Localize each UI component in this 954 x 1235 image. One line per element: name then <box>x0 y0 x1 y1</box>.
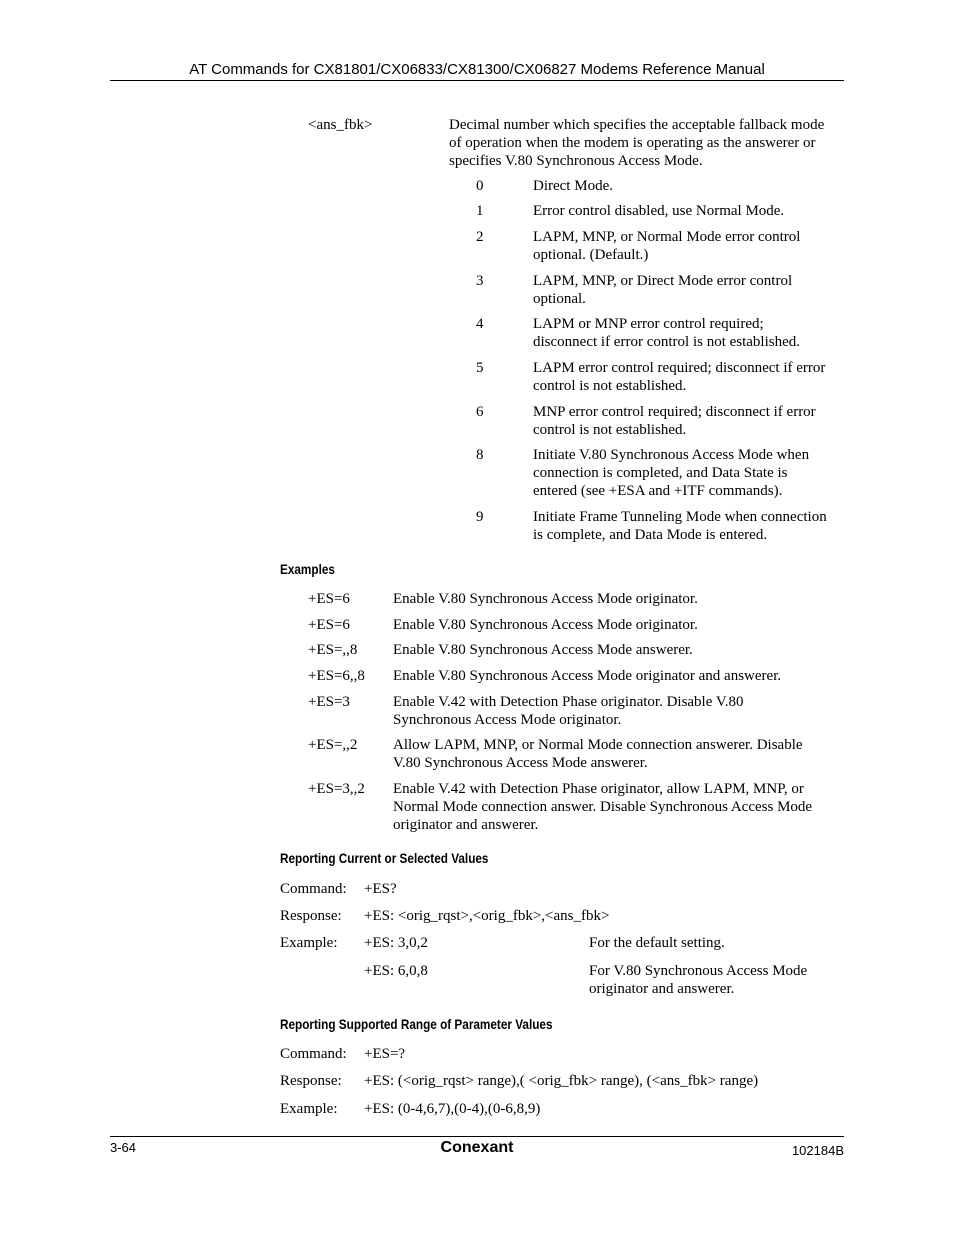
option-description-line: LAPM error control required; disconnect if error <box>533 360 826 376</box>
option-description-line: optional. <box>533 291 586 307</box>
option-description-line: Error control disabled, use Normal Mode. <box>533 203 785 219</box>
example-command: +ES=,,2 <box>308 737 358 753</box>
footer-rule <box>110 1136 844 1137</box>
supported-row-value: +ES: (0-4,6,7),(0-4),(0-6,8,9) <box>364 1101 541 1117</box>
option-description-line: Initiate Frame Tunneling Mode when connection <box>533 509 827 525</box>
option-description-line: MNP error control required; disconnect if error <box>533 404 816 420</box>
option-value: 5 <box>476 360 484 376</box>
example-description-line: Enable V.80 Synchronous Access Mode originator. <box>393 591 698 607</box>
page-number: 3-64 <box>110 1140 137 1155</box>
supported-row-label: Response: <box>280 1073 342 1089</box>
example-description-line: Enable V.80 Synchronous Access Mode originator. <box>393 617 698 633</box>
supported-row-label: Example: <box>280 1101 338 1117</box>
page-header-title: AT Commands for CX81801/CX06833/CX81300/CX06827 Modems Reference Manual <box>189 61 765 78</box>
option-description-line: Direct Mode. <box>533 178 613 194</box>
option-description-line: control is not established. <box>533 378 687 394</box>
option-description-line: is complete, and Data Mode is entered. <box>533 527 768 543</box>
current-row-value: +ES? <box>364 881 397 897</box>
example-command: +ES=6 <box>308 591 350 607</box>
option-description-line: LAPM, MNP, or Normal Mode error control <box>533 229 801 245</box>
supported-row-value: +ES=? <box>364 1046 406 1062</box>
example-command: +ES=3,,2 <box>308 781 365 797</box>
current-row-note-line: originator and answerer. <box>589 981 735 997</box>
example-description-line: Enable V.80 Synchronous Access Mode originator and answerer. <box>393 668 782 684</box>
supported-row-label: Command: <box>280 1046 347 1062</box>
option-value: 1 <box>476 203 484 219</box>
parameter-description-line: Decimal number which specifies the acceptable fallback mode <box>449 117 825 133</box>
example-description-line: originator and answerer. <box>393 817 539 833</box>
current-row-value: +ES: <orig_rqst>,<orig_fbk>,<ans_fbk> <box>364 908 610 924</box>
document-number: 102184B <box>791 1143 844 1158</box>
current-row-value: +ES: 6,0,8 <box>364 963 428 979</box>
current-row-label: Command: <box>280 881 347 897</box>
example-command: +ES=6,,8 <box>308 668 365 684</box>
supported-row-value: +ES: (<orig_rqst> range),( <orig_fbk> range), (<ans_fbk> range) <box>364 1073 759 1089</box>
example-command: +ES=3 <box>308 694 350 710</box>
option-description-line: entered (see +ESA and +ITF commands). <box>533 483 783 499</box>
section-heading-current-values: Reporting Current or Selected Values <box>280 850 489 866</box>
example-description-line: V.80 Synchronous Access Mode answerer. <box>393 755 648 771</box>
current-row-value: +ES: 3,0,2 <box>364 935 428 951</box>
option-value: 9 <box>476 509 484 525</box>
header-rule <box>110 80 844 81</box>
option-value: 0 <box>476 178 484 194</box>
option-description-line: disconnect if error control is not established. <box>533 334 801 350</box>
option-description-line: connection is completed, and Data State is <box>533 465 788 481</box>
section-heading-examples: Examples <box>280 561 335 577</box>
example-command: +ES=6 <box>308 617 350 633</box>
option-value: 6 <box>476 404 484 420</box>
parameter-description-line: specifies V.80 Synchronous Access Mode. <box>449 153 703 169</box>
current-row-note-line: For V.80 Synchronous Access Mode <box>589 963 808 979</box>
parameter-description-line: of operation when the modem is operating as the answerer or <box>449 135 816 151</box>
option-description-line: control is not established. <box>533 422 687 438</box>
option-description-line: optional. (Default.) <box>533 247 649 263</box>
option-value: 4 <box>476 316 484 332</box>
example-command: +ES=,,8 <box>308 642 358 658</box>
example-description-line: Enable V.80 Synchronous Access Mode answerer. <box>393 642 693 658</box>
option-description-line: Initiate V.80 Synchronous Access Mode when <box>533 447 810 463</box>
option-description-line: LAPM or MNP error control required; <box>533 316 764 332</box>
example-description-line: Synchronous Access Mode originator. <box>393 712 622 728</box>
section-heading-supported-range: Reporting Supported Range of Parameter Values <box>280 1016 553 1032</box>
option-value: 8 <box>476 447 484 463</box>
parameter-name: <ans_fbk> <box>308 117 373 133</box>
example-description-line: Normal Mode connection answer. Disable Synchronous Access Mode <box>393 799 813 815</box>
current-row-label: Response: <box>280 908 342 924</box>
example-description-line: Allow LAPM, MNP, or Normal Mode connection answerer. Disable <box>393 737 803 753</box>
example-description-line: Enable V.42 with Detection Phase originator. Disable V.80 <box>393 694 744 710</box>
option-value: 3 <box>476 273 484 289</box>
current-row-note-line: For the default setting. <box>589 935 725 951</box>
example-description-line: Enable V.42 with Detection Phase originator, allow LAPM, MNP, or <box>393 781 804 797</box>
current-row-label: Example: <box>280 935 338 951</box>
option-description-line: LAPM, MNP, or Direct Mode error control <box>533 273 793 289</box>
company-name: Conexant <box>440 1139 514 1156</box>
option-value: 2 <box>476 229 484 245</box>
